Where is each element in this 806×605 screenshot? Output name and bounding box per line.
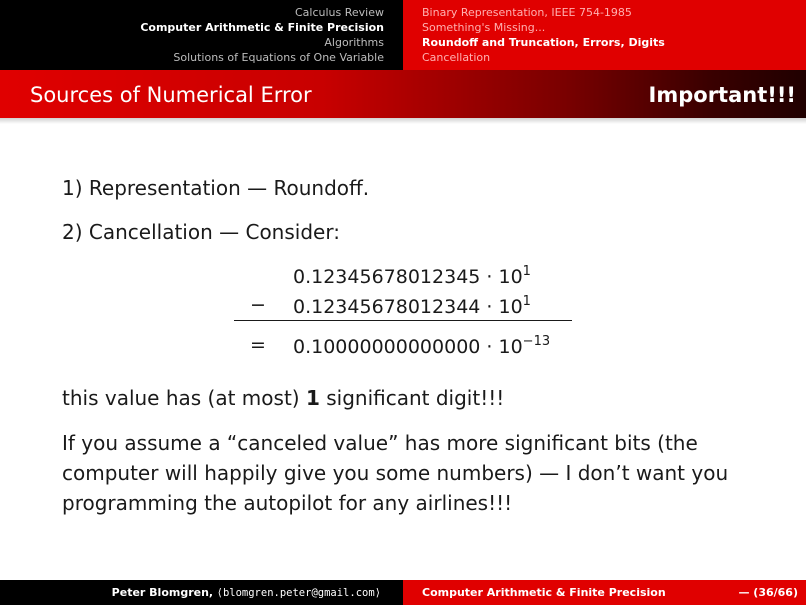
slide-content — [0, 118, 806, 580]
nav-subsection-roundoff-truncation[interactable]: Roundoff and Truncation, Errors, Digits — [422, 36, 665, 49]
digit-count: 1 — [305, 386, 320, 410]
important-flag: Important!!! — [648, 83, 796, 107]
significant-digit-note: this value has (at most) 1 significant digit!!! — [62, 386, 505, 410]
result-rule — [234, 320, 572, 321]
nav-section-computer-arithmetic[interactable]: Computer Arithmetic & Finite Precision — [140, 21, 384, 34]
footer-presentation-title[interactable]: Computer Arithmetic & Finite Precision — [422, 586, 666, 599]
warning-line: programming the autopilot for any airlines!!! — [62, 491, 513, 515]
nav-section-calculus-review[interactable]: Calculus Review — [295, 6, 384, 19]
list-item-representation: 1) Representation — Roundoff. — [62, 176, 370, 200]
nav-section-algorithms[interactable]: Algorithms — [324, 36, 384, 49]
result-value: 0.10000000000000 · 10 — [293, 336, 523, 358]
minus-sign: − — [250, 294, 266, 316]
subsection-navigation — [403, 0, 806, 70]
frame-title-bar — [0, 70, 806, 118]
nav-subsection-something-missing[interactable]: Something's Missing... — [422, 21, 546, 34]
equals-sign: = — [250, 334, 266, 356]
subtrahend-value: 0.12345678012344 · 10 — [293, 296, 523, 318]
nav-section-solutions-of-equations[interactable]: Solutions of Equations of One Variable — [173, 51, 384, 64]
footer-title-block — [403, 580, 806, 605]
author-name: Peter Blomgren, — [111, 586, 214, 599]
minuend-value: 0.12345678012345 · 10 — [293, 266, 523, 288]
warning-line: If you assume a “canceled value” has more significant bits (the — [62, 431, 698, 455]
nav-subsection-cancellation[interactable]: Cancellation — [422, 51, 491, 64]
warning-paragraph — [62, 428, 762, 518]
result-exponent: −13 — [522, 334, 551, 349]
navigation-header — [0, 0, 806, 70]
page-number: — (36/66) — [738, 586, 798, 599]
frame-title: Sources of Numerical Error — [30, 83, 312, 107]
section-navigation — [0, 0, 403, 70]
list-item-cancellation: 2) Cancellation — Consider: — [62, 220, 340, 244]
slide-footer — [0, 580, 806, 605]
author-email: ⟨blomgren.peter@gmail.com⟩ — [216, 586, 381, 599]
minuend-exponent: 1 — [522, 264, 531, 279]
nav-subsection-binary-representation[interactable]: Binary Representation, IEEE 754-1985 — [422, 6, 632, 19]
warning-line: computer will happily give you some numbers) — I don’t want you — [62, 461, 729, 485]
footer-author-block — [0, 580, 403, 605]
subtrahend-exponent: 1 — [522, 294, 531, 309]
